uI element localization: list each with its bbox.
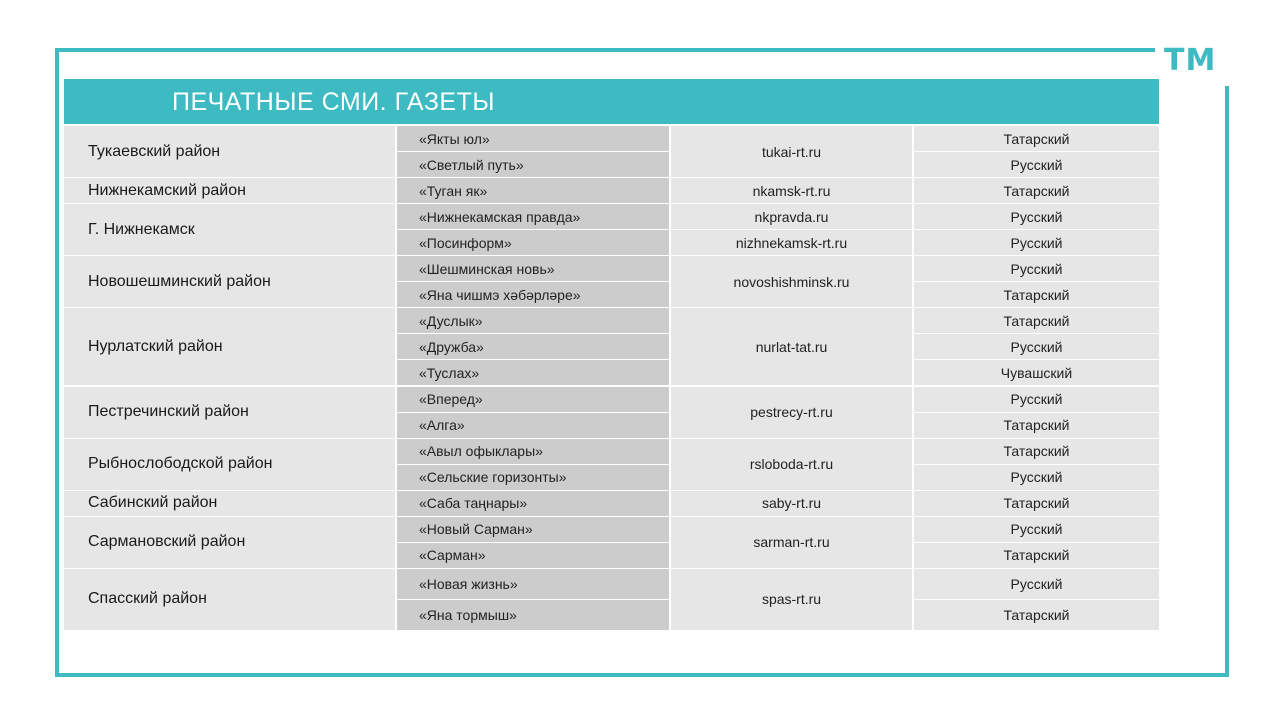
language-cell: Русский	[914, 517, 1159, 542]
language-cell: Русский	[914, 204, 1159, 229]
newspaper-name: «Новая жизнь»	[397, 569, 669, 599]
newspaper-name: «Нижнекамская правда»	[397, 204, 669, 229]
newspaper-name: «Дуслык»	[397, 308, 669, 333]
language-cell: Чувашский	[914, 360, 1159, 385]
newspaper-name: «Посинформ»	[397, 230, 669, 255]
district-name: Тукаевский район	[64, 126, 395, 177]
district-name: Новошешминский район	[64, 256, 395, 307]
newspaper-name: «Вперед»	[397, 387, 669, 412]
newspaper-name: «Новый Сарман»	[397, 517, 669, 542]
district-name: Спасский район	[64, 569, 395, 630]
language-cell: Русский	[914, 230, 1159, 255]
newspaper-name: «Светлый путь»	[397, 152, 669, 177]
website-cell: pestrecy-rt.ru	[671, 387, 912, 438]
language-cell: Татарский	[914, 308, 1159, 333]
district-name: Нурлатский район	[64, 308, 395, 385]
newspapers-table	[64, 126, 1159, 631]
website-cell: saby-rt.ru	[671, 491, 912, 516]
newspaper-name: «Сарман»	[397, 543, 669, 568]
language-cell: Русский	[914, 465, 1159, 490]
language-cell: Русский	[914, 256, 1159, 281]
district-name: Сабинский район	[64, 491, 395, 516]
newspaper-name: «Дружба»	[397, 334, 669, 359]
title-bar	[64, 79, 1159, 124]
language-cell: Татарский	[914, 543, 1159, 568]
newspaper-name: «Сельские горизонты»	[397, 465, 669, 490]
language-cell: Русский	[914, 387, 1159, 412]
website-cell: novoshishminsk.ru	[671, 256, 912, 307]
website-cell: nurlat-tat.ru	[671, 308, 912, 385]
newspaper-name: «Шешминская новь»	[397, 256, 669, 281]
language-cell: Русский	[914, 334, 1159, 359]
language-cell: Татарский	[914, 491, 1159, 516]
language-cell: Татарский	[914, 282, 1159, 307]
district-name: Сармановский район	[64, 517, 395, 568]
newspaper-name: «Туган як»	[397, 178, 669, 203]
district-name: Нижнекамский район	[64, 178, 395, 203]
district-name: Пестречинский район	[64, 387, 395, 438]
website-cell: nkamsk-rt.ru	[671, 178, 912, 203]
website-cell: nkpravda.ru	[671, 204, 912, 229]
tm-logo: TM	[1164, 43, 1217, 78]
website-cell: rsloboda-rt.ru	[671, 439, 912, 490]
language-cell: Татарский	[914, 126, 1159, 151]
language-cell: Татарский	[914, 413, 1159, 438]
newspaper-name: «Яна тормыш»	[397, 600, 669, 630]
district-name: Рыбнослободской район	[64, 439, 395, 490]
district-name: Г. Нижнекамск	[64, 204, 395, 255]
page-title: ПЕЧАТНЫЕ СМИ. ГАЗЕТЫ	[172, 88, 496, 116]
newspaper-name: «Якты юл»	[397, 126, 669, 151]
website-cell: spas-rt.ru	[671, 569, 912, 630]
newspaper-name: «Саба таңнары»	[397, 491, 669, 516]
newspaper-name: «Авыл офыклары»	[397, 439, 669, 464]
newspaper-name: «Яна чишмэ хәбәрләре»	[397, 282, 669, 307]
newspaper-name: «Алга»	[397, 413, 669, 438]
website-cell: nizhnekamsk-rt.ru	[671, 230, 912, 255]
website-cell: sarman-rt.ru	[671, 517, 912, 568]
website-cell: tukai-rt.ru	[671, 126, 912, 177]
language-cell: Татарский	[914, 439, 1159, 464]
newspaper-name: «Туслах»	[397, 360, 669, 385]
language-cell: Татарский	[914, 178, 1159, 203]
language-cell: Русский	[914, 569, 1159, 599]
language-cell: Русский	[914, 152, 1159, 177]
language-cell: Татарский	[914, 600, 1159, 630]
